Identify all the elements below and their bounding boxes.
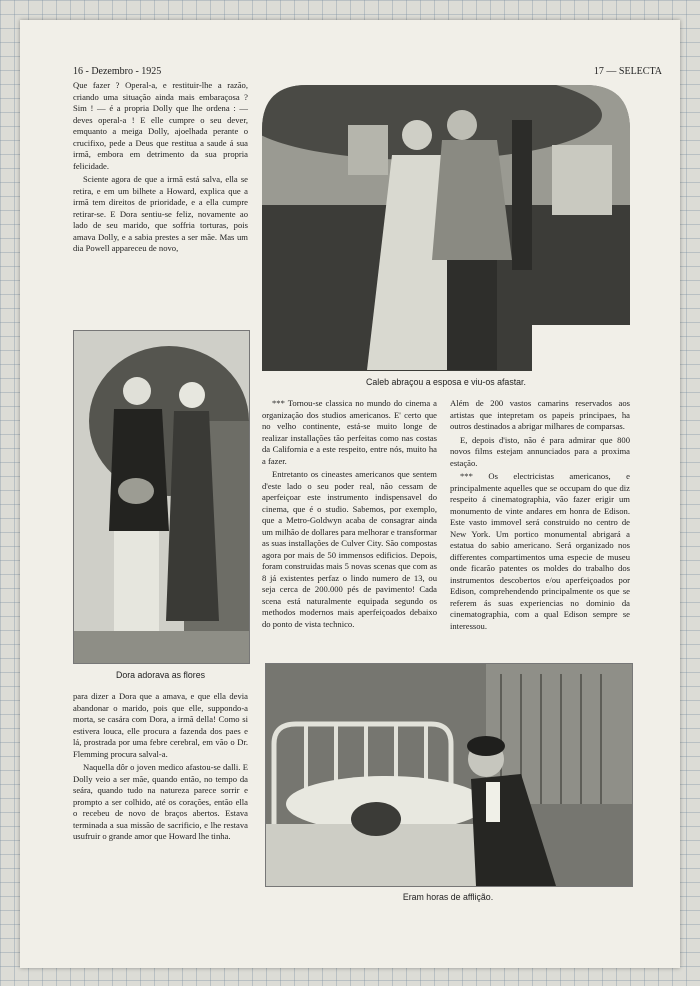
paragraph: *** Os electricistas americanos, e principalmente aquelles que se occupam do que diz respeito á cinematographia, vão fazer erigir um monumento de vinte andares em honra de Edison. Este vasto immovel será construido no centro de New York. Um portico monumental abrigará a estatua do sabio americano. Será organizado nos differentes compartimentos uma especie de museu onde ficarão patentes os moldes do trabalho dos instrumentos descobertos e/ou aperfeiçoados por Edison, comprehendendo principalmente os que se referem ás suas experiencias no dominio da cinematographia, com a qual Edison sempre se interessou. <box>450 471 630 631</box>
paragraph: Naquella dôr o joven medico afastou-se dalli. E Dolly veio a ser mãe, quando então, no tempo da seára, quando tudo na natureza parece sorrir e prompto a ser colhido, até os corações, então ella o recebeu de novo de braços abertos. Estava terminada a sua missão de sacrificio, e lhe restava usufruir o grande amor que Howard lhe tinha. <box>73 762 248 841</box>
text-column-middle-center <box>262 398 437 632</box>
paragraph: Sciente agora de que a irmã está salva, ella se retira, e em um bilhete a Howard, explica que a irmã tem direitos de prioridade, e a ella cumpre retirar-se. E Dora sentiu-se feliz, novamente ao lado de seu marido, que soffria torturas, pois amava Dolly, e a sabia prestes a ser mãe. Mas um dia Powell appareceu de novo, <box>73 174 248 253</box>
text-column-middle-right <box>450 398 630 634</box>
text-column-bottom-left <box>73 691 248 845</box>
paragraph: *** Tornou-se classica no mundo do cinema a organização dos studios americanos. E' certo que no velho continente, está-se muito longe de realizar installações tão perfeitas como nas costas da California e a este respeito, entre nós, muito ha a fazer. <box>262 398 437 466</box>
paragraph: Além de 200 vastos camarins reservados aos artistas que intepretam os papeis principaes, ha outros destinados a abrigar milhares de comparsas. <box>450 398 630 431</box>
paragraph: Entretanto os cineastes americanos que sentem d'este lado o seu poder real, não cessam de aperfeiçoar este instrumento indispensavel do cinema, que é o studio. Sabemos, por exemplo, que a Metro-Goldwyn acaba de consagrar ainda um milhão de dollares para melhorar e transformar as suas installações de Culver City. São compostas agora por mais de 50 immensos edificios. Depois, foram construidas mais 5 novas scenas que com as 8 já existentes perfaz o lindo numero de 13, ou seja cerca de 200.000 pés de pavimento! Cada scena está naturalmente equipada segundo os methodos modernos mais aperfeiçoados debaixo do ponto de vista technico. <box>262 469 437 629</box>
photo-dora-flowers <box>73 330 250 664</box>
photo-dora-flowers-image <box>74 331 249 663</box>
paragraph: Que fazer ? Operal-a, e restituir-lhe a razão, criando uma situação ainda mais embaraçosa ? Sim ! — é a propria Dolly que lhe ordena : — deves operal-a ! E elle cumpre o seu dever, emquanto a meiga Dolly, ajoelhada perante o crucifixo, pede a Deus que restitua a saude á sua irmã, embora em detrimento da sua propria felicidade. <box>73 80 248 171</box>
paragraph: E, depois d'isto, não é para admirar que 800 novos films estejam annunciados para a proxima estação. <box>450 434 630 468</box>
photo-hospital-bed <box>265 663 633 887</box>
photo-caleb-couple <box>262 85 630 371</box>
issue-date: 16 - Dezembro - 1925 <box>73 66 162 77</box>
photo-hospital-bed-image <box>266 664 632 886</box>
magazine-page <box>20 20 680 968</box>
paragraph: para dizer a Dora que a amava, e que ella devia abandonar o marido, pois que elle, suppondo-a morta, se casára com Dora, a irmã della! Como si estivera louca, elle procura a fazenda dos paes e lá, prostrada por uma febre cerebral, em vão o Dr. Flemming procura salval-a. <box>73 691 248 759</box>
caption-left-photo: Dora adorava as flores <box>116 670 205 680</box>
page-number-title: 17 — SELECTA <box>593 66 662 77</box>
text-column-top-left <box>73 80 248 257</box>
caption-top-photo: Caleb abraçou a esposa e viu-os afastar. <box>366 377 526 387</box>
caption-bottom-photo: Eram horas de afflição. <box>402 892 494 902</box>
photo-caleb-couple-image <box>262 85 630 371</box>
